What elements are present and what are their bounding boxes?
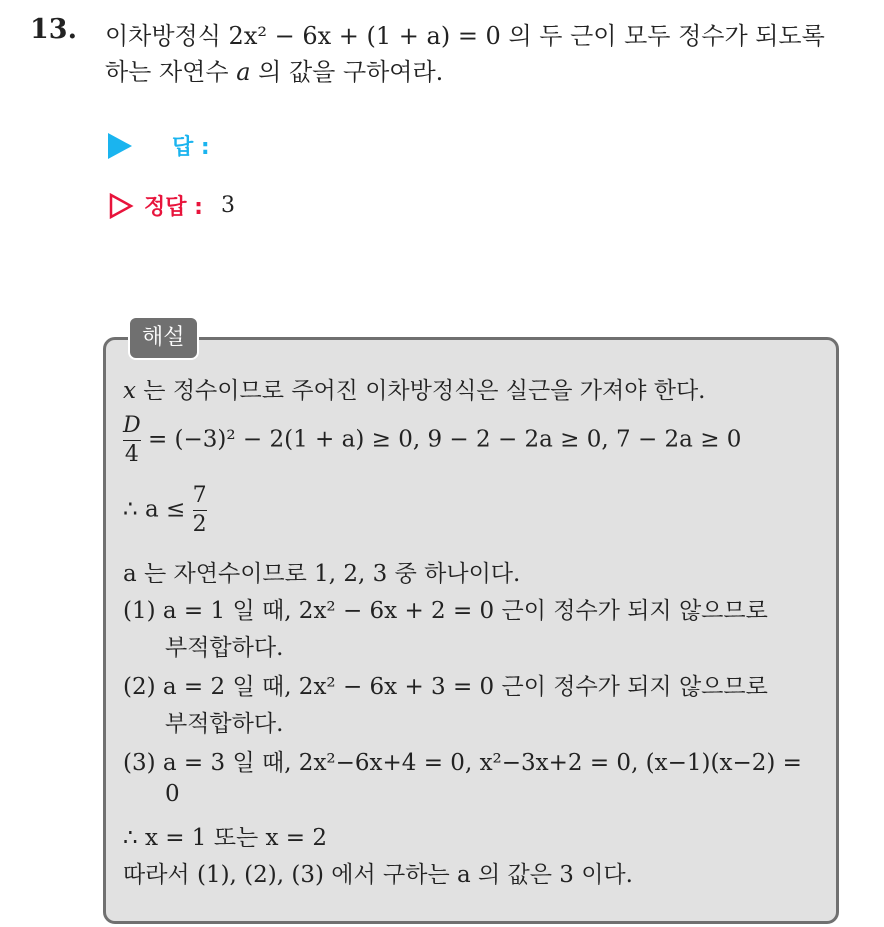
fraction-7-over-2 [193,484,207,537]
question-number: 13. [30,14,77,45]
solution-line-3 [123,484,207,537]
solution-line-6: 부적합하다. [165,635,284,661]
question-line-2-pre: 하는 자연수 [105,58,237,86]
question-line-2 [105,52,443,87]
solution-line-12: 따라서 (1), (2), (3) 에서 구하는 a 의 값은 3 이다. [123,862,633,888]
fraction-numerator: D [123,413,141,438]
solution-line-7: (2) a = 2 일 때, 2x² − 6x + 3 = 0 근이 정수가 되지 않으므로 [123,674,768,700]
solution-line-9: (3) a = 3 일 때, 2x²−6x+4 = 0, x²−3x+2 = 0, (x−1)(x−2) = [123,750,802,776]
solution-line-11: ∴ x = 1 또는 x = 2 [123,825,327,851]
solution-line-3-pre: ∴ a ≤ [123,496,193,523]
solution-line-4: a 는 자연수이므로 1, 2, 3 중 하나이다. [123,561,521,587]
fraction-denominator: 2 [192,512,207,538]
correct-answer-row [108,190,235,221]
solution-line-10: 0 [165,781,180,807]
variable-x: x [123,378,136,404]
outline-triangle-icon [108,193,134,219]
solution-line-5: (1) a = 1 일 때, 2x² − 6x + 2 = 0 근이 정수가 되지 않으므로 [123,598,768,624]
question-line-1: 이차방정식 2x² − 6x + (1 + a) = 0 의 두 근이 모두 정수가 되도록 [105,22,825,50]
fraction-denominator: 4 [124,442,139,468]
solution-line-8: 부적합하다. [165,711,284,737]
solution-line-2-rest: = (−3)² − 2(1 + a) ≥ 0, 9 − 2 − 2a ≥ 0, 7 − 2a ≥ 0 [140,426,742,453]
correct-answer-value: 3 [220,193,235,218]
answer-input-row [108,130,210,161]
correct-answer-label: 정답 : [144,195,203,220]
answer-label: 답 : [172,135,210,160]
solution-line-1 [123,372,706,405]
solution-line-1-text: 는 정수이므로 주어진 이차방정식은 실근을 가져야 한다. [135,378,706,404]
variable-a: a [236,58,251,86]
fraction-numerator: 7 [192,483,207,508]
solution-line-2 [123,414,741,467]
solution-tag: 해설 [128,316,199,360]
fraction-d-over-4 [123,414,141,467]
question-line-2-post: 의 값을 구하여라. [250,58,444,86]
play-triangle-icon [108,133,132,159]
